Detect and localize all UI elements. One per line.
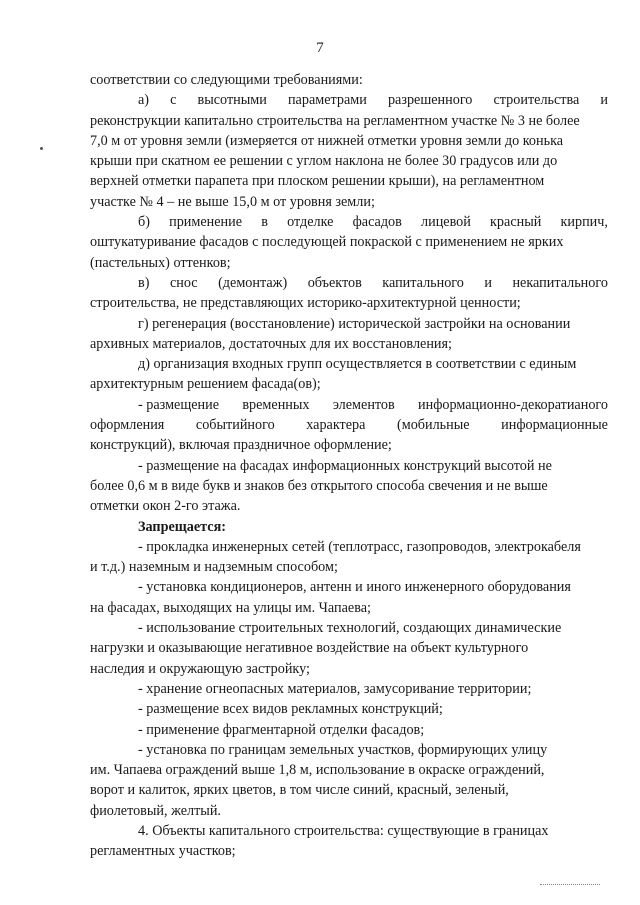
item-4-line-2: регламентных участков;: [90, 843, 236, 860]
intro-line: соответствии со следующими требованиями:: [90, 72, 363, 88]
para-g-line-1: г) регенерация (восстановление) исторической застройки на основании: [138, 315, 571, 332]
para-d-line-1: д) организация входных групп осуществляется в соответствии с единым: [138, 356, 577, 373]
para-b-line-1: б) применение в отделке фасадов лицевой красный кирпич,: [138, 214, 608, 231]
prohibit-3-line-3: наследия и окружающую застройку;: [90, 660, 310, 677]
footer-mark: [540, 884, 600, 885]
para-b-line-2: оштукатуривание фасадов с последующей покраской с применением не ярких: [90, 234, 564, 251]
para-e-line-1: - размещение временных элементов информационно-декоратианого: [138, 396, 608, 413]
prohibit-7-line-2: им. Чапаева ограждений выше 1,8 м, использование в окраске ограждений,: [90, 762, 545, 779]
prohibit-2-line-2: на фасадах, выходящих на улицы им. Чапаева;: [90, 599, 371, 616]
prohibit-3-line-1: - использование строительных технологий, создающих динамические: [138, 620, 562, 637]
para-f-line-3: отметки окон 2-го этажа.: [90, 498, 241, 515]
para-g-line-2: архивных материалов, достаточных для их восстановления;: [90, 335, 452, 352]
para-e-line-2: оформления событийного характера (мобильные информационные: [90, 417, 608, 434]
para-a-line-1: а) с высотными параметрами разрешенного строительства и: [138, 92, 608, 109]
prohibit-7-line-1: - установка по границам земельных участков, формирующих улицу: [138, 741, 548, 758]
page-number: 7: [316, 40, 324, 56]
document-body: [90, 70, 608, 862]
para-v-line-2: строительства, не представляющих историко-архитектурной ценности;: [90, 295, 521, 312]
prohibit-4: - хранение огнеопасных материалов, замусоривание территории;: [138, 680, 532, 697]
prohibited-heading: Запрещается:: [138, 518, 226, 535]
prohibit-7-line-3: ворот и калиток, ярких цветов, в том числе синий, красный, зеленый,: [90, 782, 509, 799]
para-e-line-3: конструкций), включая праздничное оформление;: [90, 437, 392, 454]
prohibit-5: - размещение всех видов рекламных конструкций;: [138, 701, 443, 718]
para-f-line-1: - размещение на фасадах информационных конструкций высотой не: [138, 457, 552, 474]
para-f-line-2: более 0,6 м в виде букв и знаков без открытого способа свечения и не выше: [90, 477, 548, 494]
para-a-line-4: крыши при скатном ее решении с углом наклона не более 30 градусов или до: [90, 153, 558, 170]
prohibit-6: - применение фрагментарной отделки фасадов;: [138, 721, 425, 738]
margin-mark: [40, 147, 43, 150]
prohibit-1-line-2: и т.д.) наземным и надземным способом;: [90, 559, 338, 576]
para-b-line-3: (пастельных) оттенков;: [90, 254, 231, 271]
para-a-line-5: верхней отметки парапета при плоском решении крыши), на регламентном: [90, 173, 545, 190]
para-d-line-2: архитектурным решением фасада(ов);: [90, 376, 321, 393]
prohibit-7-line-4: фиолетовый, желтый.: [90, 802, 221, 819]
prohibit-3-line-2: нагрузки и оказывающие негативное воздействие на объект культурного: [90, 640, 529, 657]
prohibit-2-line-1: - установка кондиционеров, антенн и иного инженерного оборудования: [138, 579, 571, 596]
para-a-line-6: участке № 4 – не выше 15,0 м от уровня земли;: [90, 193, 375, 210]
para-a-line-3: 7,0 м от уровня земли (измеряется от нижней отметки уровня земли до конька: [90, 132, 564, 149]
prohibit-1-line-1: - прокладка инженерных сетей (теплотрасс, газопроводов, электрокабеля: [138, 538, 581, 555]
para-a-line-2: реконструкции капитально строительства на регламентном участке № 3 не более: [90, 112, 580, 129]
para-v-line-1: в) снос (демонтаж) объектов капитального и некапитального: [138, 274, 608, 291]
item-4-line-1: 4. Объекты капитального строительства: существующие в границах: [138, 822, 549, 839]
